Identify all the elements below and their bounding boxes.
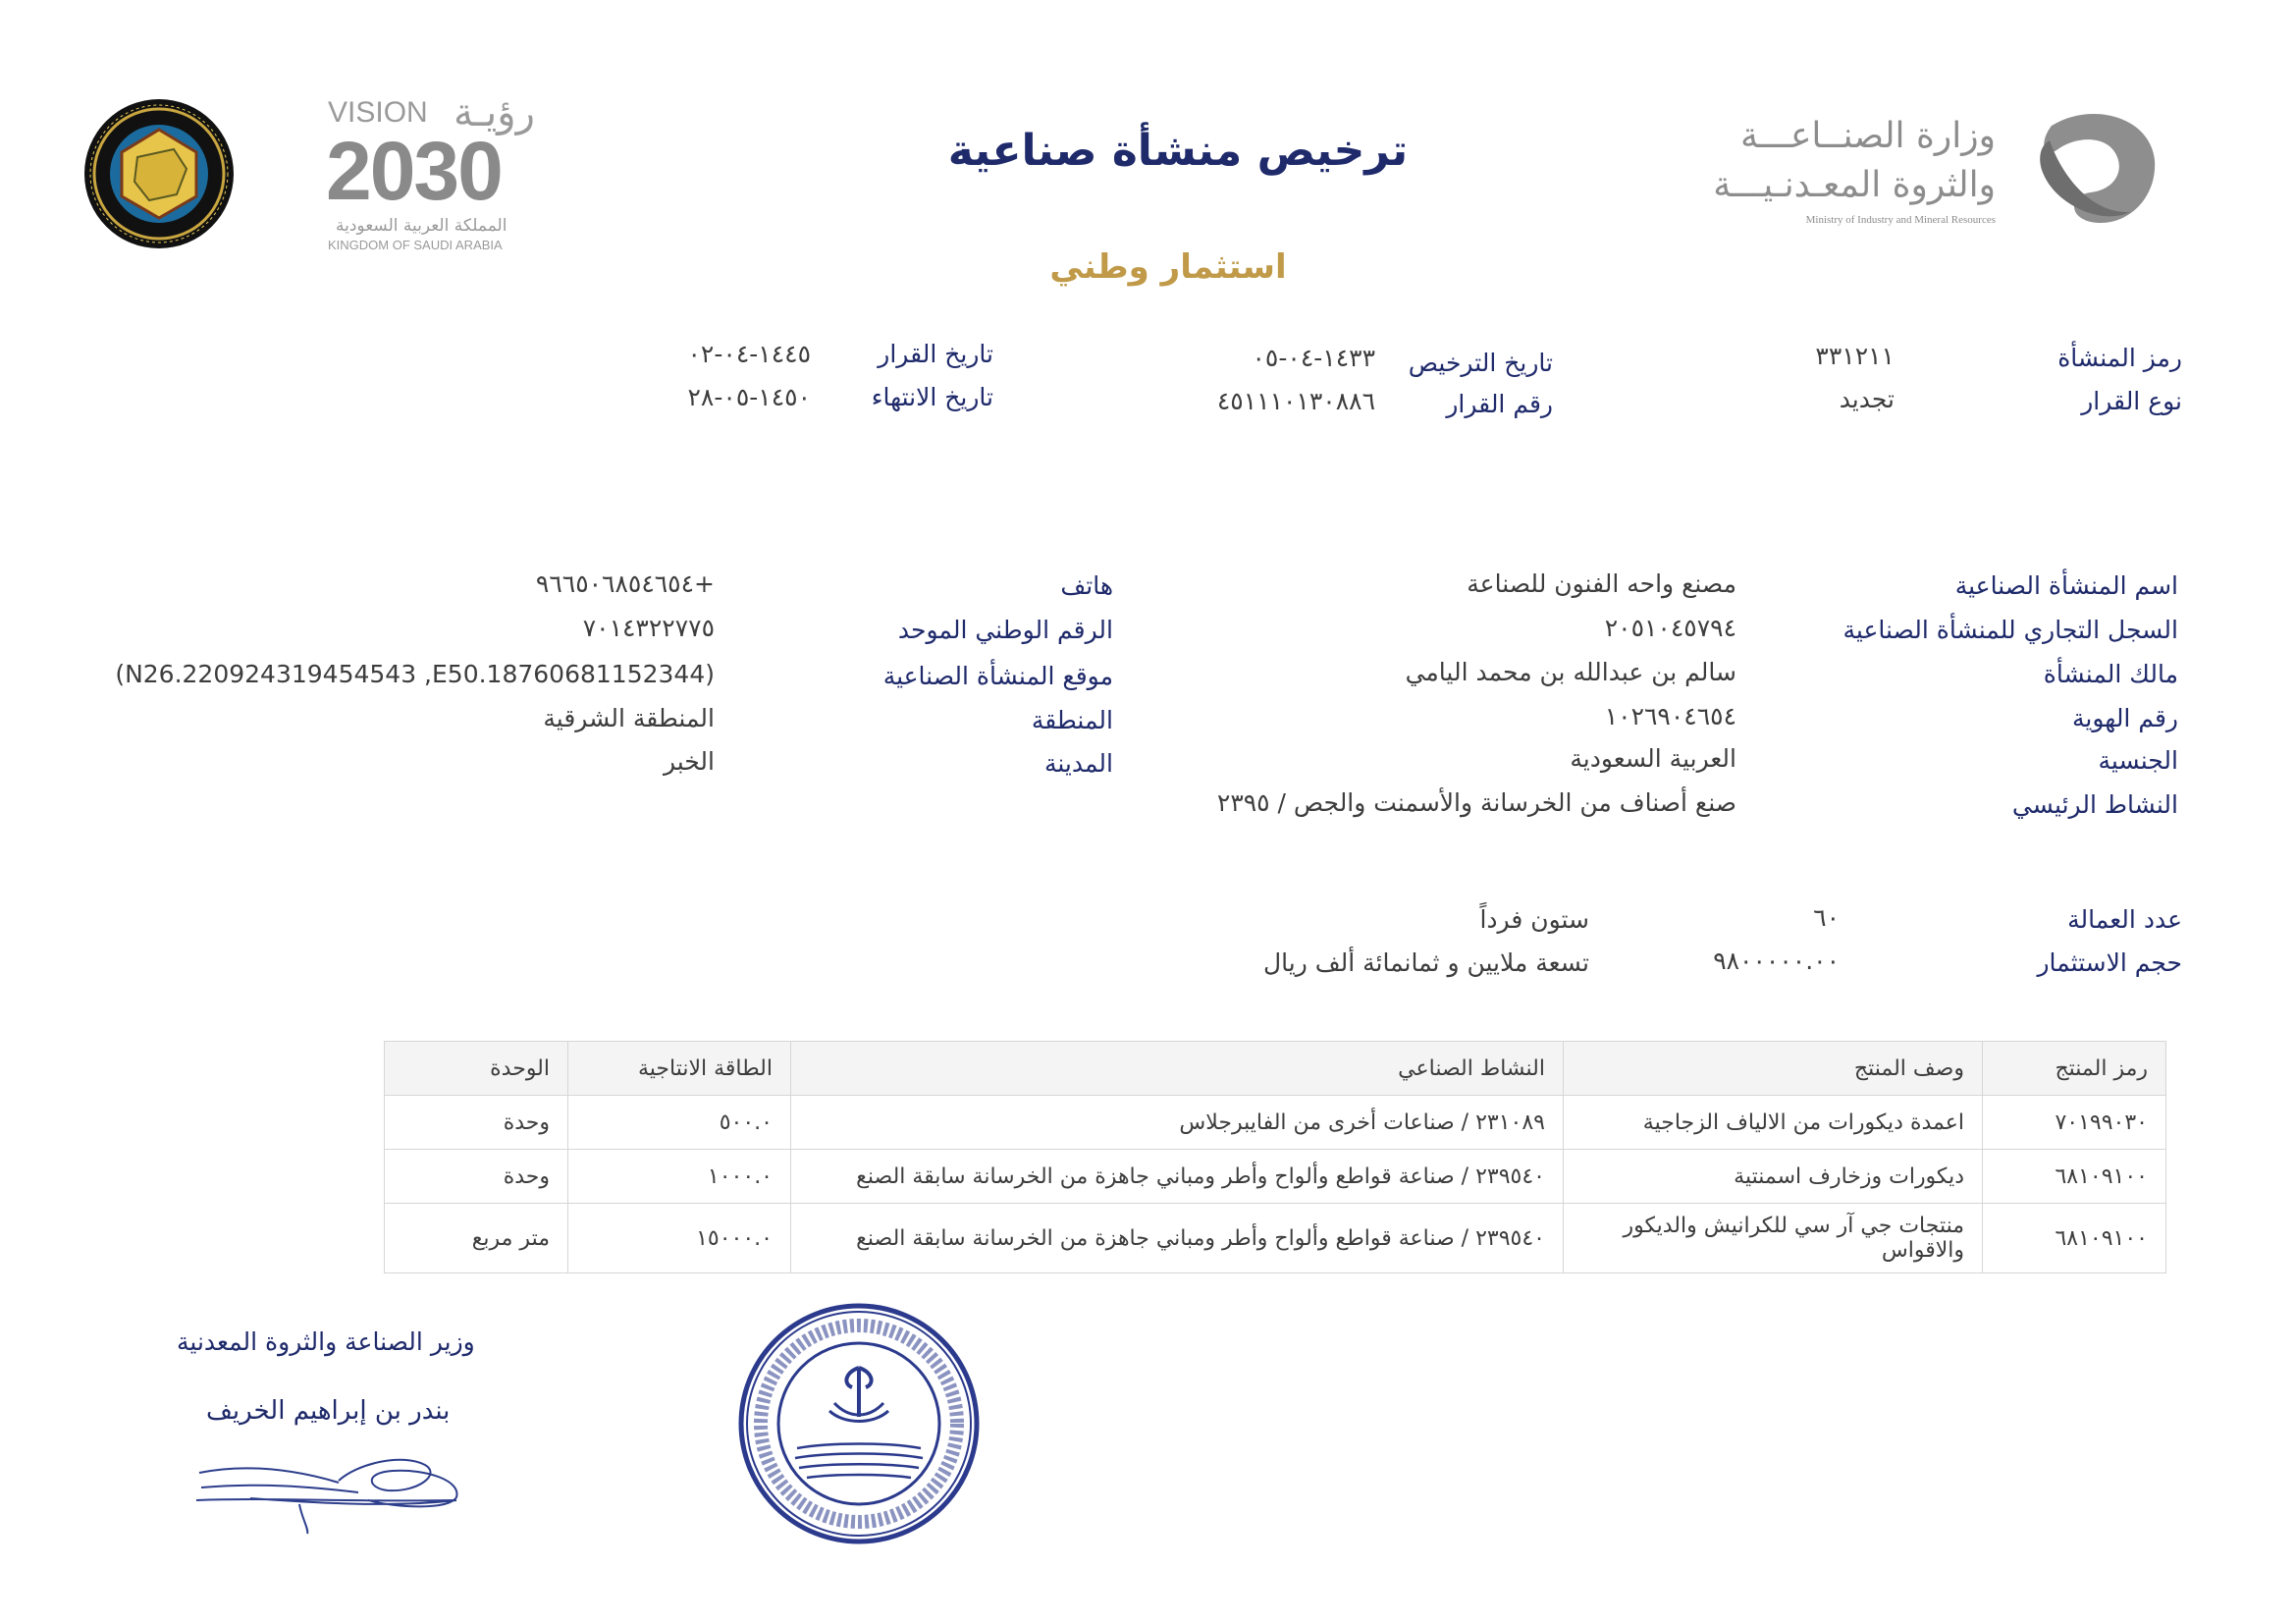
vision-word: VISION bbox=[328, 96, 428, 129]
city-value: الخبر bbox=[663, 747, 715, 776]
industrial-activity-cell: ٢٣٩٥٤٠ / صناعة قواطع وألواح وأطر ومباني جاهزة من الخرسانة سابقة الصنع bbox=[791, 1204, 1564, 1273]
industrial-activity-cell: ٢٣١٠٨٩ / صناعات أخرى من الفايبرجلاس bbox=[791, 1096, 1564, 1150]
production-capacity-cell: ١٠٠٠.٠ bbox=[568, 1150, 791, 1204]
phone-label: هاتف bbox=[1060, 571, 1113, 600]
unit-cell: وحدة bbox=[385, 1096, 568, 1150]
product-code-cell: ٦٨١٠٩١٠٠ bbox=[1983, 1204, 2166, 1273]
product-description-cell: منتجات جي آر سي للكرانيش والديكور والاقواس bbox=[1564, 1204, 1983, 1273]
production-capacity-cell: ٥٠٠.٠ bbox=[568, 1096, 791, 1150]
city-label: المدينة bbox=[1043, 749, 1113, 778]
table-row bbox=[385, 1204, 2166, 1273]
location-label: موقع المنشأة الصناعية bbox=[882, 662, 1113, 690]
document-subtitle: استثمار وطني bbox=[1049, 247, 1287, 287]
id-value: ١٠٢٦٩٠٤٦٥٤ bbox=[1604, 702, 1736, 730]
decision-number-value: ٤٥١١١٠١٣٠٨٨٦ bbox=[1216, 387, 1375, 415]
phone-value: +٩٦٦٥٠٦٨٥٤٦٥٤ bbox=[535, 569, 715, 598]
region-value: المنطقة الشرقية bbox=[543, 704, 715, 732]
gcc-emblem-icon bbox=[80, 98, 238, 250]
table-row bbox=[385, 1096, 2166, 1150]
investment-value: ٩٨٠٠٠٠٠.٠٠ bbox=[1713, 947, 1840, 975]
production-capacity-cell: ١٥٠٠٠.٠ bbox=[568, 1204, 791, 1273]
activity-value: صنع أصناف من الخرسانة والأسمنت والجص / ٢٣٩٥ bbox=[1216, 788, 1736, 817]
minister-name: بندر بن إبراهيم الخريف bbox=[206, 1396, 451, 1426]
signature-image bbox=[191, 1443, 466, 1537]
unified-number-label: الرقم الوطني الموحد bbox=[897, 616, 1113, 644]
industrial-activity-cell: ٢٣٩٥٤٠ / صناعة قواطع وألواح وأطر ومباني جاهزة من الخرسانة سابقة الصنع bbox=[791, 1150, 1564, 1204]
decision-type-label: نوع القرار bbox=[2081, 387, 2182, 415]
vision-kingdom-en: KINGDOM OF SAUDI ARABIA bbox=[328, 238, 503, 252]
products-table bbox=[384, 1041, 2166, 1273]
table-row bbox=[385, 1150, 2166, 1204]
unit-cell: وحدة bbox=[385, 1150, 568, 1204]
column-header-production-capacity: الطاقة الانتاجية bbox=[568, 1042, 791, 1096]
facility-code-value: ٣٣١٢١١ bbox=[1815, 342, 1895, 370]
ministry-name-en: Ministry of Industry and Mineral Resources bbox=[1805, 214, 1996, 226]
ministry-emblem-icon bbox=[2032, 106, 2164, 234]
table-header-row bbox=[385, 1042, 2166, 1096]
product-description-cell: ديكورات وزخارف اسمنتية bbox=[1564, 1150, 1983, 1204]
facility-code-label: رمز المنشأة bbox=[2057, 344, 2182, 372]
facility-name-label: اسم المنشأة الصناعية bbox=[1954, 571, 2178, 600]
minister-title: وزير الصناعة والثروة المعدنية bbox=[177, 1327, 475, 1356]
decision-date-label: تاريخ القرار bbox=[878, 340, 993, 368]
id-label: رقم الهوية bbox=[2072, 704, 2178, 732]
employees-value: ٦٠ bbox=[1813, 903, 1840, 932]
decision-number-label: رقم القرار bbox=[1446, 390, 1553, 418]
vision-2030-logo bbox=[326, 90, 571, 253]
cr-label: السجل التجاري للمنشأة الصناعية bbox=[1842, 616, 2178, 644]
investment-label: حجم الاستثمار bbox=[2037, 948, 2182, 977]
column-header-unit: الوحدة bbox=[385, 1042, 568, 1096]
column-header-industrial-activity: النشاط الصناعي bbox=[791, 1042, 1564, 1096]
cr-value: ٢٠٥١٠٤٥٧٩٤ bbox=[1604, 614, 1736, 642]
nationality-label: الجنسية bbox=[2098, 746, 2178, 775]
ministry-seal-icon bbox=[736, 1301, 982, 1546]
region-label: المنطقة bbox=[1031, 706, 1113, 734]
product-code-cell: ٦٨١٠٩١٠٠ bbox=[1983, 1150, 2166, 1204]
unit-cell: متر مربع bbox=[385, 1204, 568, 1273]
column-header-product-description: وصف المنتج bbox=[1564, 1042, 1983, 1096]
decision-date-value: ١٤٤٥-٠٤-٠٢ bbox=[687, 340, 811, 368]
investment-text: تسعة ملايين و ثمانمائة ألف ريال bbox=[1262, 948, 1589, 977]
ministry-name-ar-line2: والثروة المعـدنـيـــة bbox=[1713, 165, 1996, 205]
expiry-date-value: ١٤٥٠-٠٥-٢٨ bbox=[687, 383, 811, 411]
activity-label: النشاط الرئيسي bbox=[2011, 790, 2178, 819]
license-date-value: ١٤٣٣-٠٤-٠٥ bbox=[1252, 344, 1375, 372]
product-description-cell: اعمدة ديكورات من الالياف الزجاجية bbox=[1564, 1096, 1983, 1150]
vision-kingdom-ar: المملكة العربية السعودية bbox=[336, 216, 507, 236]
ministry-name-ar-line1: وزارة الصنــاعـــة bbox=[1740, 116, 1996, 156]
facility-name-value: مصنع واحه الفنون للصناعة bbox=[1467, 569, 1736, 598]
location-value: (N26.220924319454543 ,E50.18760681152344) bbox=[115, 660, 715, 688]
employees-text: ستون فرداً bbox=[1479, 905, 1589, 934]
vision-year: 2030 bbox=[326, 125, 502, 217]
column-header-product-code: رمز المنتج bbox=[1983, 1042, 2166, 1096]
owner-label: مالك المنشأة bbox=[2043, 660, 2178, 688]
vision-word-ar: رؤيـة bbox=[454, 90, 535, 135]
license-date-label: تاريخ الترخيص bbox=[1408, 349, 1553, 377]
nationality-value: العربية السعودية bbox=[1570, 744, 1736, 773]
employees-label: عدد العمالة bbox=[2067, 905, 2182, 934]
decision-type-value: تجديد bbox=[1839, 385, 1895, 413]
document-title: ترخيص منشأة صناعية bbox=[947, 126, 1409, 176]
owner-value: سالم بن عبدالله بن محمد اليامي bbox=[1405, 658, 1736, 686]
expiry-date-label: تاريخ الانتهاء bbox=[871, 383, 993, 411]
ministry-logo bbox=[1703, 106, 2164, 234]
unified-number-value: ٧٠١٤٣٢٢٧٧٥ bbox=[582, 614, 715, 642]
product-code-cell: ٧٠١٩٩٠٣٠ bbox=[1983, 1096, 2166, 1150]
